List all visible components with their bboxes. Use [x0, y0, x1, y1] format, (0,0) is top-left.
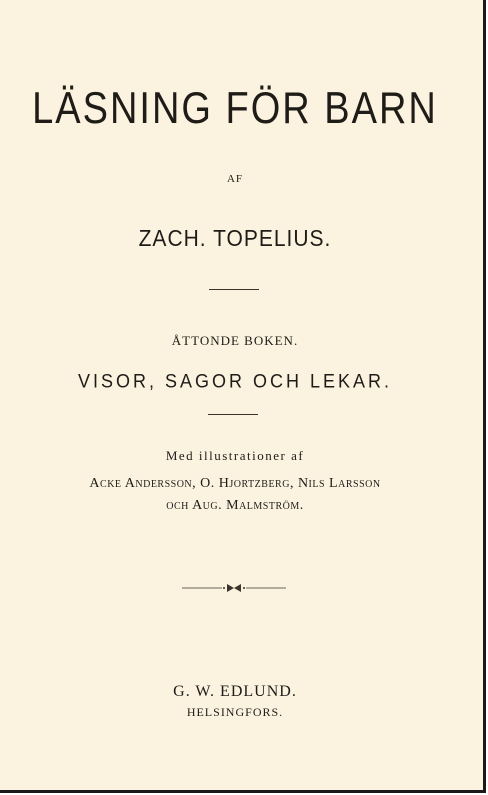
- volume-label: ÅTTONDE BOKEN.: [171, 333, 299, 348]
- author-name: ZACH. TOPELIUS.: [138, 226, 332, 252]
- byline: AF: [226, 173, 244, 185]
- divider-rule: [209, 289, 259, 290]
- illustrators-line: Acke Andersson, O. Hjortzberg, Nils Larsson: [89, 476, 381, 491]
- vignette-ornament-icon: [182, 582, 286, 594]
- divider-rule: [208, 414, 258, 415]
- illustrators-line: och Aug. Malmström.: [166, 498, 304, 513]
- book-title: LÄSNING FÖR BARN: [32, 84, 438, 134]
- publisher-city: HELSINGFORS.: [186, 705, 284, 719]
- book-subtitle: VISOR, SAGOR OCH LEKAR.: [77, 370, 393, 392]
- publisher-name: G. W. EDLUND.: [173, 683, 297, 700]
- illustrators-intro: Med illustrationer af: [165, 448, 305, 463]
